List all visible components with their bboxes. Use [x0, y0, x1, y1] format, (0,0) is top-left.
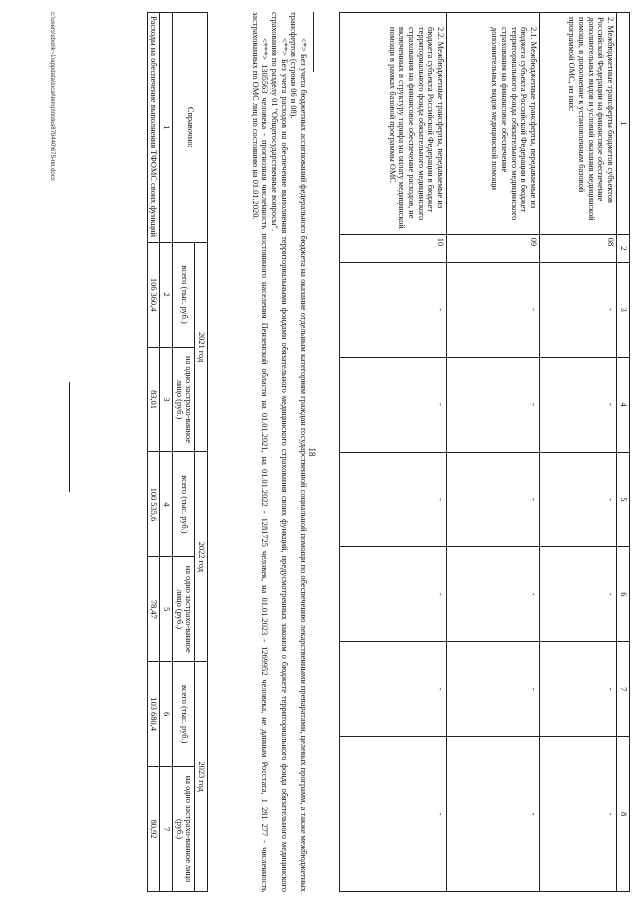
reference-table	[147, 12, 208, 892]
column-number: 7	[617, 642, 630, 737]
table-cell: -	[340, 357, 447, 452]
year-header: 2023 год	[195, 662, 208, 892]
subheader-per-person: на одно застрахо-ванное лицо (руб.)	[173, 347, 195, 452]
table-cell: -	[447, 452, 540, 547]
year-header: 2021 год	[195, 242, 208, 452]
reference-data-row	[147, 13, 160, 892]
row-label: 2.2. Межбюджетные трансферты, передаваемые из бюджета субъекта Российской Федерации в бюджет территориального фонда обязательного медицинского страхования на финансовое обеспечение расходов, не включенных в структуру тарифа на оплату медицинской помощи в рамках базовой программы ОМС	[340, 13, 447, 235]
table-cell: -	[540, 642, 617, 737]
table-cell: -	[540, 262, 617, 357]
column-number: 4	[160, 452, 173, 557]
page-number: 18	[307, 447, 317, 457]
column-numbers-row	[617, 13, 630, 892]
table-cell: -	[447, 357, 540, 452]
reference-number-row	[160, 13, 173, 892]
table-cell: -	[340, 452, 447, 547]
table-cell: 106 360,4	[147, 242, 160, 347]
footnote: <***> 1305563 человека - прогнозная численность постоянного населения Пензенской области на 01.01.2021, на 01.01.2022 - 1281725 человек, на 01.01.2023 - 1269952 человека, не данным Росстата, 1 281 277 - численность застрахованных по ОМС лиц по состоянию на 01.01.2020.	[250, 12, 270, 892]
table-cell: -	[540, 547, 617, 642]
column-number: 6	[160, 662, 173, 767]
closing-rule	[69, 382, 70, 492]
subheader-per-person: на одно застрахо-ванное лицо (руб.)	[173, 557, 195, 662]
subheader-total: всего (тыс. руб.)	[173, 662, 195, 767]
table-cell: 80,92	[147, 767, 160, 892]
table-cell: -	[340, 547, 447, 642]
column-number: 5	[160, 557, 173, 662]
table-cell: 103 680,4	[147, 662, 160, 767]
table-cell: -	[540, 357, 617, 452]
column-number: 1	[617, 13, 630, 235]
subheader-per-person: на одно застрахо-ванное лицо (руб.)	[173, 767, 195, 892]
row-code: 08	[540, 234, 617, 262]
table-row	[447, 13, 540, 892]
subheader-total: всего (тыс. руб.)	[173, 452, 195, 557]
footnotes	[250, 12, 308, 892]
table-cell: -	[540, 737, 617, 892]
footnote: <**> Без учета расходов на обеспечение выполнения территориальными фондами обязательного медицинского страхования своих функций, предусмотренных законом о бюджете территориального фонда обязательного медицинского страхования по разделу 01 "Общегосударственные вопросы".	[270, 12, 289, 892]
table-cell: -	[447, 262, 540, 357]
row-code: 09	[447, 234, 540, 262]
reference-row-label: Расходы на обеспечение выполнения ТФОМС своих функций	[147, 13, 160, 243]
table-cell: -	[447, 547, 540, 642]
table-cell: -	[340, 737, 447, 892]
reference-title: Справочно:	[173, 13, 208, 243]
column-number: 5	[617, 452, 630, 547]
table-cell: -	[340, 642, 447, 737]
column-number: 2	[160, 242, 173, 347]
table-row	[340, 13, 447, 892]
row-label: 2. Межбюджетные трансферты бюджетов субъектов Российской Федерации на финансовое обеспечение дополнительных видов и условий оказания медицинской помощи, в дополнение к установленным базовой программой ОМС, из них:	[540, 13, 617, 235]
table-cell: 100 535,6	[147, 452, 160, 557]
column-number: 7	[160, 767, 173, 892]
rotated-page-content	[50, 12, 630, 892]
table-cell: -	[447, 642, 540, 737]
reference-header-row	[195, 13, 208, 892]
column-number: 3	[617, 262, 630, 357]
table-cell: -	[447, 737, 540, 892]
column-number: 3	[160, 347, 173, 452]
subheader-total: всего (тыс. руб.)	[173, 242, 195, 347]
table-cell: 83,01	[147, 347, 160, 452]
table-row	[540, 13, 617, 892]
row-label: 2.1. Межбюджетные трансферты, передаваемые из бюджета субъекта Российской Федерации в бюджет территориального фонда обязательного медицинского страхования на финансовое обеспечение дополнительных видов медицинской помощи	[447, 13, 540, 235]
footnote: <*> Без учета бюджетных ассигнований федерального бюджета на оказание отдельным категориям граждан государственной социальной помощи по обеспечению лекарственными препаратами, целевых программ, а также межбюджетных трансфертов (строки 06 и 08).	[289, 12, 308, 892]
column-number: 8	[617, 737, 630, 892]
table-cell: -	[340, 262, 447, 357]
column-number: 2	[617, 234, 630, 262]
row-code: 10	[340, 234, 447, 262]
table-cell: -	[540, 452, 617, 547]
column-number: 1	[160, 13, 173, 243]
year-header: 2022 год	[195, 452, 208, 662]
funding-table	[339, 12, 630, 892]
file-path: c:\users\sborik~1\appdata\local\temp\notes879440\675-пп.docx	[49, 12, 55, 181]
table-cell: 78,47	[147, 557, 160, 662]
column-number: 6	[617, 547, 630, 642]
column-number: 4	[617, 357, 630, 452]
footnote-separator	[313, 12, 314, 72]
